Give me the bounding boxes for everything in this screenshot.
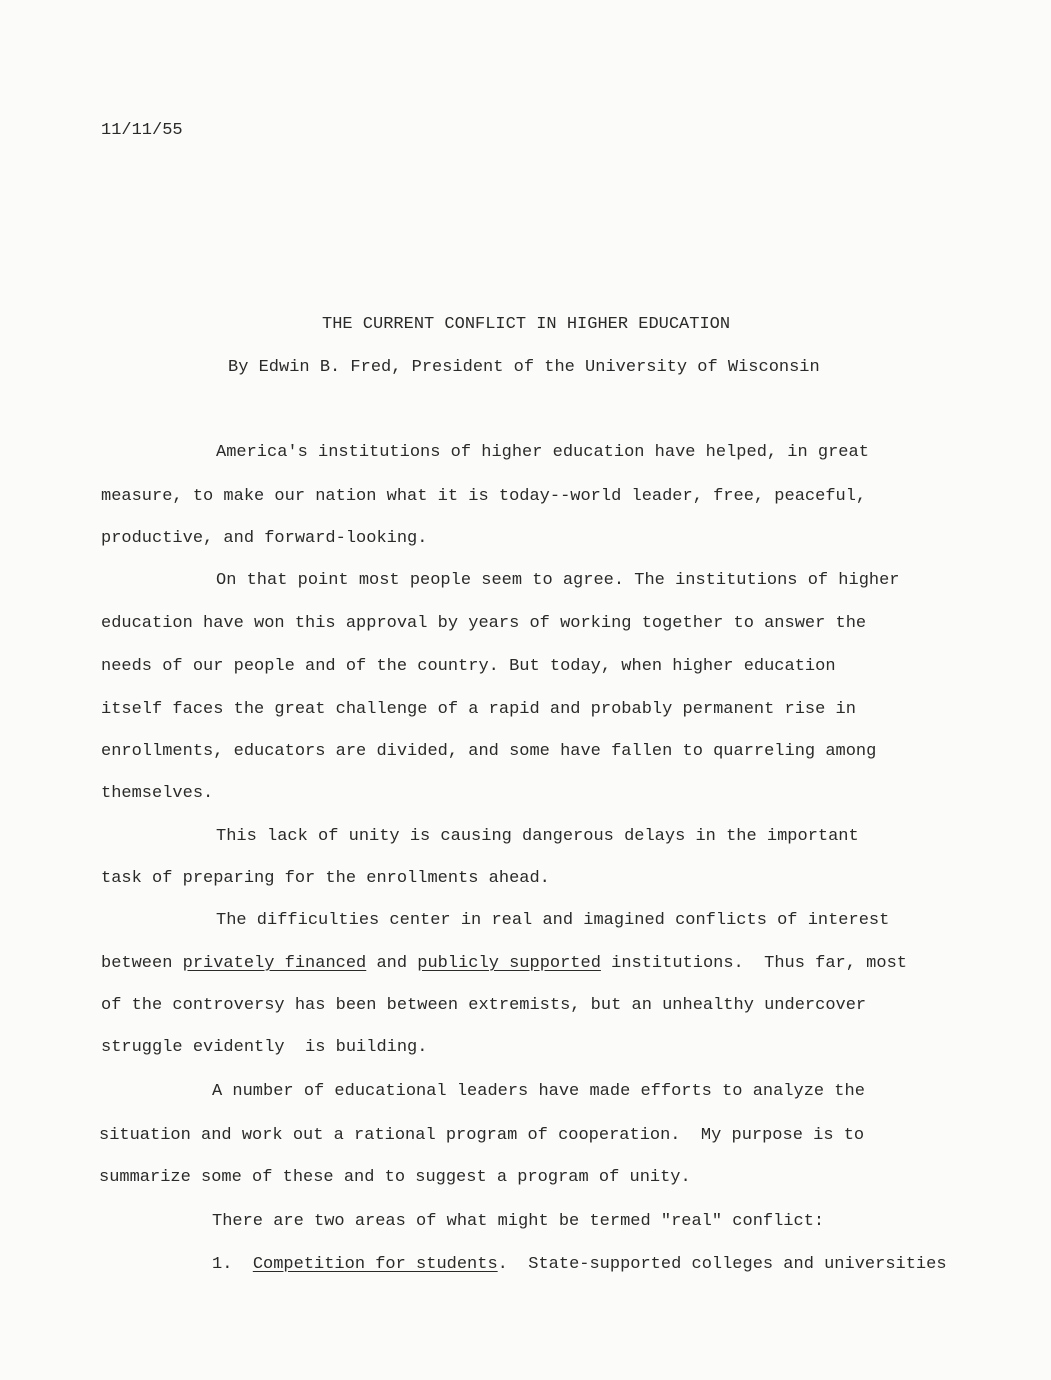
p1-line-1: America's institutions of higher education have helped, in great bbox=[216, 443, 869, 462]
item-heading: Competition for students bbox=[252, 1255, 498, 1274]
p2-line-4: itself faces the great challenge of a rapid and probably permanent rise in bbox=[101, 700, 856, 719]
p4-line-3: of the controversy has been between extremists, but an unhealthy undercover bbox=[101, 996, 867, 1015]
p4-line-2-and: and bbox=[366, 954, 418, 973]
p2-line-3: needs of our people and of the country. But today, when higher education bbox=[101, 657, 836, 676]
p4-line-2-start: between bbox=[101, 954, 183, 973]
p1-line-3: productive, and forward-looking. bbox=[101, 529, 428, 548]
date: 11/11/55 bbox=[101, 121, 183, 140]
p1-line-2: measure, to make our nation what it is today--world leader, free, peaceful, bbox=[101, 487, 867, 506]
p4-line-2-end: institutions. Thus far, most bbox=[600, 954, 907, 973]
p2-line-2: education have won this approval by years of working together to answer the bbox=[101, 614, 867, 633]
p4-line-4: struggle evidently is building. bbox=[101, 1038, 428, 1057]
numbered-item-1 bbox=[212, 1255, 947, 1275]
underlined-publicly-supported: publicly supported bbox=[417, 954, 601, 973]
item-number: 1. bbox=[212, 1255, 233, 1274]
underlined-privately-financed: privately financed bbox=[182, 954, 367, 973]
p4-line-2 bbox=[101, 954, 907, 974]
p5-line-2: situation and work out a rational program of cooperation. My purpose is to bbox=[99, 1126, 865, 1145]
document-title: THE CURRENT CONFLICT IN HIGHER EDUCATION bbox=[322, 315, 731, 334]
p3-line-1: This lack of unity is causing dangerous delays in the important bbox=[216, 827, 859, 846]
p5-line-1: A number of educational leaders have made efforts to analyze the bbox=[212, 1082, 865, 1101]
item-text: . State-supported colleges and universities bbox=[497, 1255, 947, 1274]
p3-line-2: task of preparing for the enrollments ahead. bbox=[101, 869, 550, 888]
p6-line-1: There are two areas of what might be termed "real" conflict: bbox=[212, 1212, 825, 1231]
p4-line-1: The difficulties center in real and imagined conflicts of interest bbox=[216, 911, 890, 930]
byline: By Edwin B. Fred, President of the University of Wisconsin bbox=[228, 358, 820, 377]
p5-line-3: summarize some of these and to suggest a program of unity. bbox=[99, 1168, 691, 1187]
p2-line-5: enrollments, educators are divided, and some have fallen to quarreling among bbox=[101, 742, 877, 761]
p2-line-6: themselves. bbox=[101, 784, 214, 803]
p2-line-1: On that point most people seem to agree. The institutions of higher bbox=[216, 571, 900, 590]
